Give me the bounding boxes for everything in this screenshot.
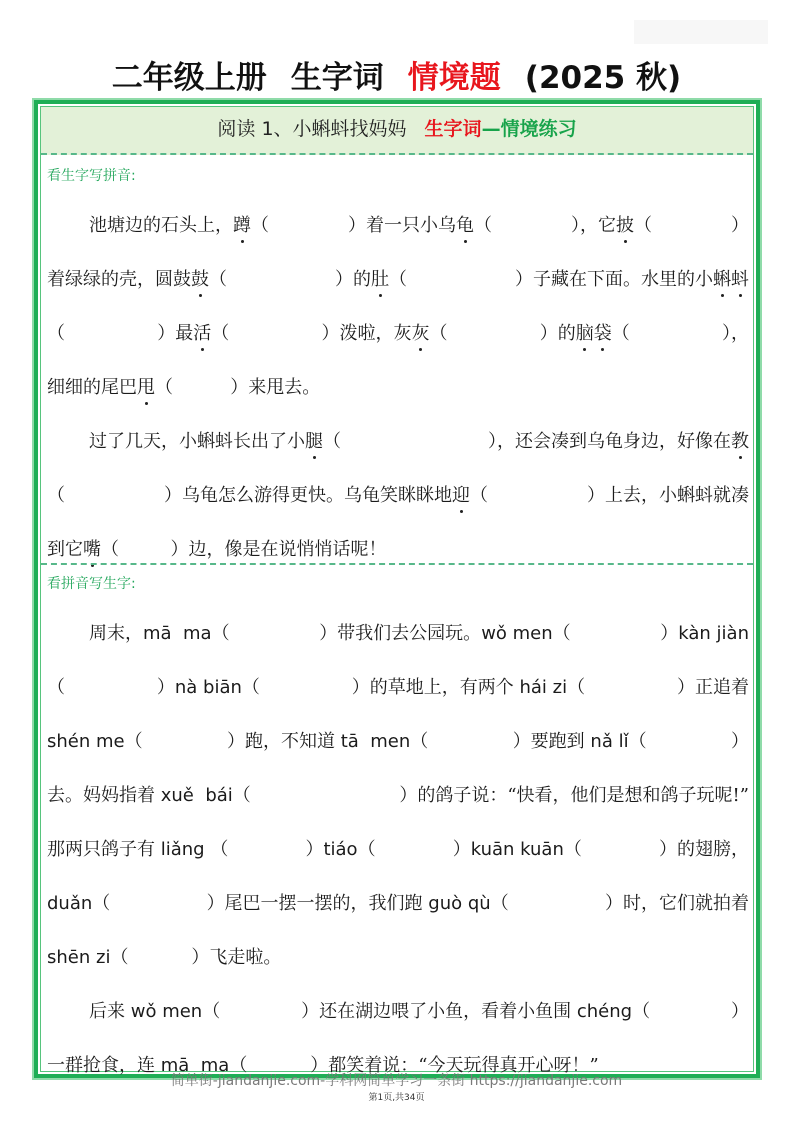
section-divider (41, 563, 753, 565)
title-grade: 二年级上册 (111, 60, 267, 96)
section-label-write-characters: 看拼音写生字: (47, 576, 136, 592)
worksheet-frame (34, 100, 760, 1078)
exercise-line: 去。妈妈指着 xuě bái（ ）的鸽子说：“快看，他们是想和鸽子玩呢!” (47, 785, 749, 806)
exercise-line: shēn zi（ ）飞走啦。 (47, 947, 282, 968)
exercise-line: 池塘边的石头上，蹲（ ）着一只小乌龟（ ），它披（ ） (89, 215, 749, 236)
exercise-line: 过了几天，小蝌蚪长出了小腿（ ），还会凑到乌龟身边，好像在教 (89, 431, 749, 452)
worksheet-inner-border (40, 106, 754, 1076)
exercise-line: （ ）乌龟怎么游得更快。乌龟笑眯眯地迎（ ）上去，小蝌蚪就凑 (47, 485, 749, 506)
exercise-line: （ ）最活（ ）泼啦，灰灰（ ）的脑袋（ ）， (47, 323, 749, 344)
exercise-line: 一群抢食，连 mā ma（ ）都笑着说：“今天玩得真开心呀！” (47, 1055, 599, 1076)
lesson-title: 阅读 1、小蝌蚪找妈妈 (217, 118, 407, 140)
exercise-line: （ ）nà biān（ ）的草地上，有两个 hái zi（ ）正追着 (47, 677, 749, 698)
section-label-write-pinyin: 看生字写拼音: (47, 168, 136, 184)
title-year: (2025 秋) (524, 60, 682, 96)
lesson-header (41, 107, 753, 155)
exercise-line: 周末，mā ma（ ）带我们去公园玩。wǒ men（ ）kàn jiàn (89, 623, 749, 644)
top-watermark-box (634, 20, 768, 44)
lesson-tag-red: 生字词 (424, 118, 482, 140)
exercise-line: 细细的尾巴甩（ ）来甩去。 (47, 377, 321, 398)
page-title (0, 52, 793, 97)
exercise-line: 着绿绿的壳，圆鼓鼓（ ）的肚（ ）子藏在下面。水里的小蝌蚪 (47, 269, 749, 290)
exercise-line: 后来 wǒ men（ ）还在湖边喂了小鱼，看着小鱼围 chéng（ ） (89, 1001, 749, 1022)
exercise-line: duǎn（ ）尾巴一摆一摆的，我们跑 guò qù（ ）时，它们就拍着 (47, 893, 749, 914)
exercise-line: shén me（ ）跑，不知道 tā men（ ）要跑到 nǎ lǐ（ ） (47, 731, 749, 752)
exercise-line: 到它嘴（ ）边，像是在说悄悄话呢！ (47, 539, 387, 560)
title-words: 生字词 (290, 60, 384, 96)
lesson-tag-green: —情境练习 (481, 118, 577, 140)
title-context: 情境题 (407, 60, 501, 96)
footer-page-number: 第1页,共34页 (368, 1093, 425, 1103)
footer-site-watermark: 简单街-jiandanjie.com-学科网简单学习一条街 https://jiandanjie.com (170, 1073, 623, 1089)
exercise-line: 那两只鸽子有 liǎng （ ）tiáo（ ）kuān kuān（ ）的翅膀， (47, 839, 749, 860)
